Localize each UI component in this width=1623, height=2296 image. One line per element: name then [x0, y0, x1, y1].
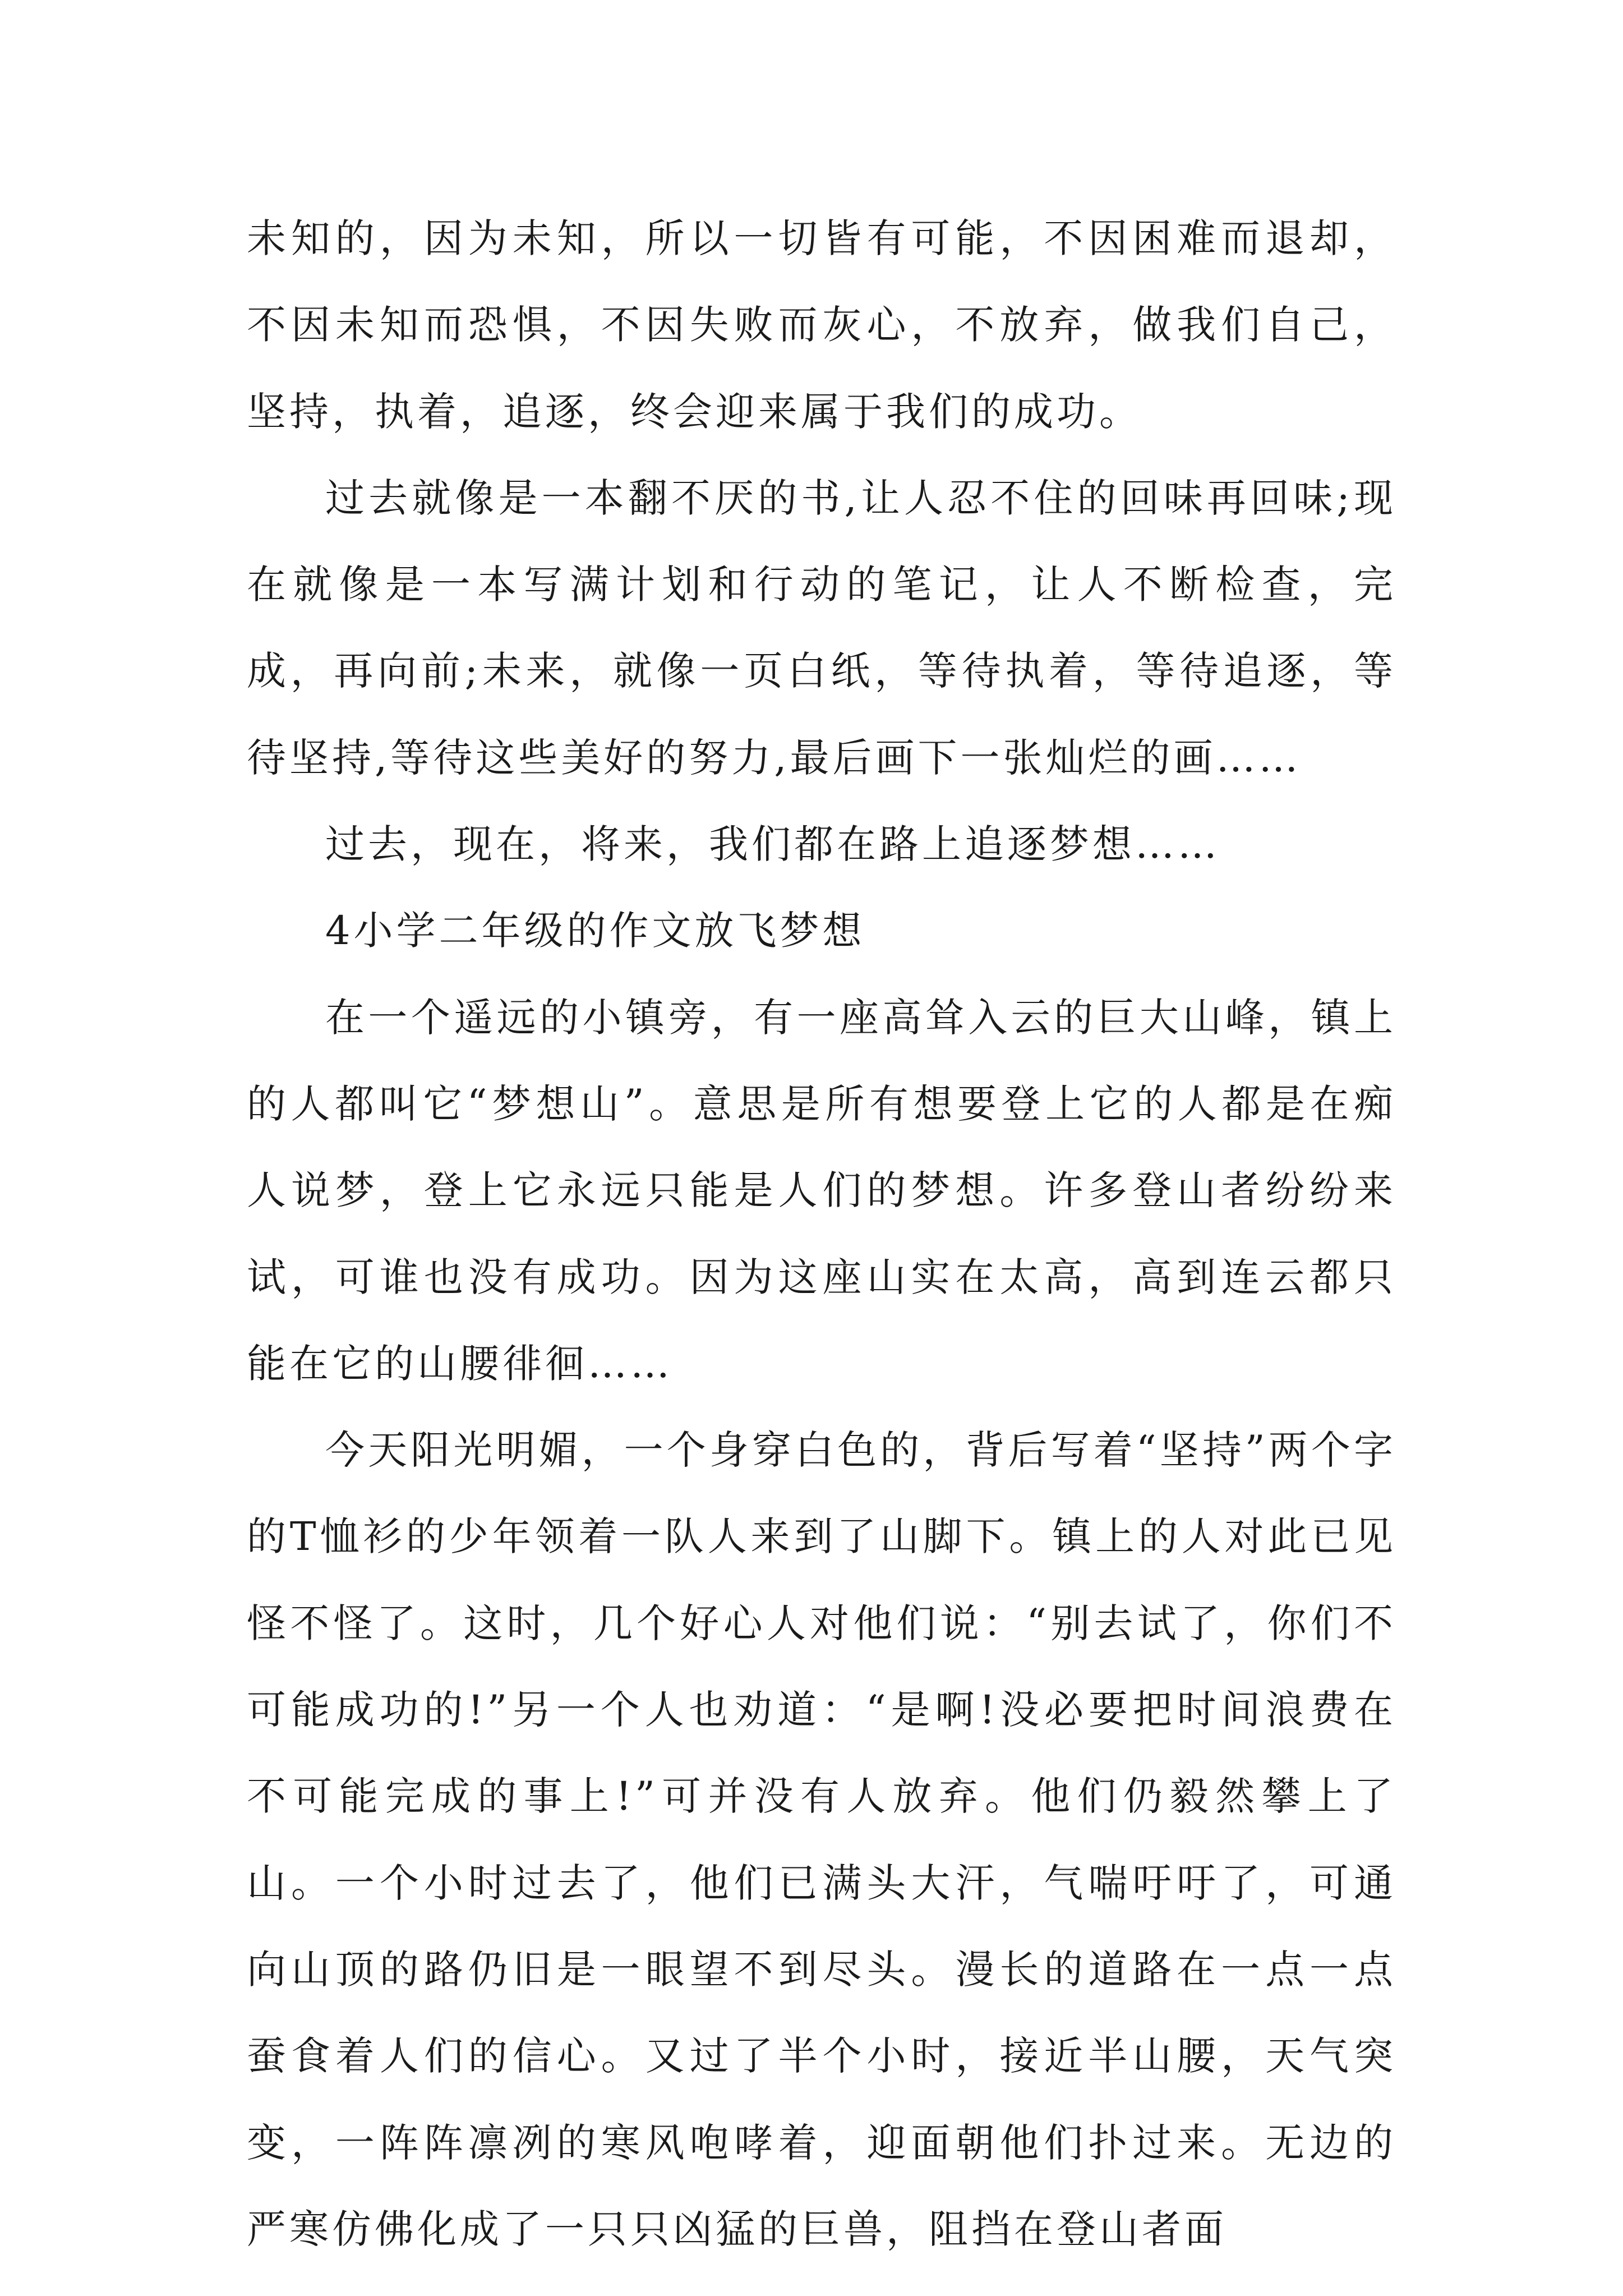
body-text	[247, 195, 1396, 2272]
paragraph: 过去就像是一本翻不厌的书,让人忍不住的回味再回味;现在就像是一本写满计划和行动的笔记，让人不断检查，完成，再向前;未来，就像一页白纸，等待执着，等待追逐，等待坚持,等待这些美好的努力,最后画下一张灿烂的画……	[247, 475, 1396, 781]
section-heading: 4小学二年级的作文放飞梦想	[325, 908, 865, 954]
paragraph: 在一个遥远的小镇旁，有一座高耸入云的巨大山峰，镇上的人都叫它“梦想山”。意思是所有想要登上它的人都是在痴人说梦，登上它永远只能是人们的梦想。许多登山者纷纷来试，可谁也没有成功。因为这座山实在太高，高到连云都只能在它的山腰徘徊……	[247, 994, 1396, 1387]
paragraph-continued: 未知的，因为未知，所以一切皆有可能，不因困难而退却，不因未知而恐惧，不因失败而灰心，不放弃，做我们自己，坚持，执着，追逐，终会迎来属于我们的成功。	[247, 215, 1396, 435]
paragraph: 今天阳光明媚，一个身穿白色的，背后写着“坚持”两个字的T恤衫的少年领着一队人来到了山脚下。镇上的人对此已见怪不怪了。这时，几个好心人对他们说：“别去试了，你们不可能成功的!”另一个人也劝道：“是啊!没必要把时间浪费在不可能完成的事上!”可并没有人放弃。他们仍毅然攀上了山。一个小时过去了，他们已满头大汗，气喘吁吁了，可通向山顶的路仍旧是一眼望不到尽头。漫长的道路在一点一点蚕食着人们的信心。又过了半个小时，接近半山腰，天气突变，一阵阵凛冽的寒风咆哮着，迎面朝他们扑过来。无边的严寒仿佛化成了一只只凶猛的巨兽，阻挡在登山者面	[247, 1427, 1396, 2252]
paragraph: 过去，现在，将来，我们都在路上追逐梦想……	[325, 821, 1220, 868]
